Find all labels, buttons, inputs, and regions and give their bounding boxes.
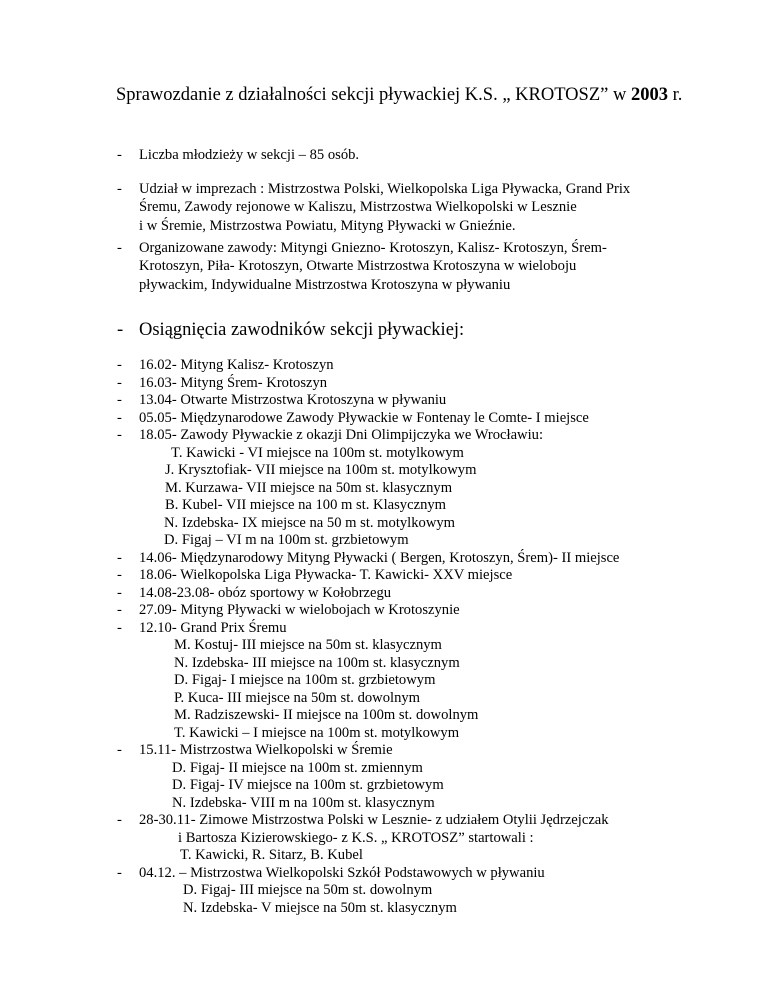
- achievement-item: [117, 375, 717, 393]
- achievement-item: [117, 550, 717, 568]
- achievement-item: [117, 357, 717, 375]
- achievement-item: [117, 392, 717, 410]
- achievement-item: [117, 410, 717, 428]
- achievement-item: [117, 865, 717, 883]
- achievement-result: N. Izdebska- VIII m na 100m st. klasycznym: [172, 794, 435, 811]
- achievement-text: 14.06- Międzynarodowy Mityng Pływacki ( Bergen, Krotoszyn, Śrem)- II miejsce: [139, 549, 620, 566]
- achievement-result: T. Kawicki, R. Sitarz, B. Kubel: [180, 847, 363, 863]
- bullet-dash: -: [117, 427, 122, 443]
- achievement-result: N. Izdebska- V miejsce na 50m st. klasycznym: [183, 899, 457, 916]
- achievements-heading: [117, 320, 465, 341]
- achievement-text: 16.03- Mityng Śrem- Krotoszyn: [139, 374, 328, 391]
- achievement-text: 13.04- Otwarte Mistrzostwa Krotoszyna w pływaniu: [139, 392, 447, 408]
- bullet-dash: -: [117, 240, 122, 256]
- report-title: [116, 85, 682, 106]
- events-line: Udział w imprezach : Mistrzostwa Polski, Wielkopolska Liga Pływacka, Grand Prix: [139, 181, 631, 197]
- bullet-dash: -: [117, 357, 122, 373]
- bullet-dash: -: [117, 549, 122, 566]
- achievement-item: [117, 742, 717, 760]
- achievement-text: 04.12. – Mistrzostwa Wielkopolski Szkół Podstawowych w pływaniu: [139, 864, 545, 881]
- achievement-text: 14.08-23.08- obóz sportowy w Kołobrzegu: [139, 584, 392, 601]
- title-year: 2003: [630, 85, 668, 105]
- achievement-item: [117, 602, 717, 620]
- achievement-result: T. Kawicki – I miejsce na 100m st. motylkowym: [174, 724, 460, 741]
- events-line: i w Śremie, Mistrzostwa Powiatu, Mityng Pływacki w Gnieźnie.: [139, 217, 516, 234]
- achievements-heading-text: Osiągnięcia zawodników sekcji pływackiej:: [139, 320, 465, 340]
- achievement-text: 12.10- Grand Prix Śremu: [139, 619, 287, 636]
- achievement-result: B. Kubel- VII miejsce na 100 m st. Klasycznym: [165, 497, 447, 513]
- achievement-result: N. Izdebska- III miejsce na 100m st. klasycznym: [174, 654, 460, 671]
- title-suffix: r.: [667, 85, 683, 105]
- achievement-item: [117, 620, 717, 638]
- achievement-text: 27.09- Mityng Pływacki w wielobojach w Krotoszynie: [139, 602, 460, 618]
- bullet-dash: -: [117, 409, 122, 426]
- achievement-result: M. Radziszewski- II miejsce na 100m st. dowolnym: [174, 707, 479, 723]
- organized-line: pływackim, Indywidualne Mistrzostwa Krotoszyna w pływaniu: [139, 276, 511, 293]
- bullet-dash: -: [117, 147, 122, 163]
- achievement-item: [117, 812, 717, 830]
- achievement-result: i Bartosza Kizierowskiego- z K.S. „ KROTOSZ” startowali :: [178, 829, 534, 846]
- title-prefix: Sprawozdanie z działalności sekcji pływackiej K.S. „ KROTOSZ” w: [116, 85, 631, 105]
- bullet-dash: -: [117, 374, 122, 391]
- events-line: Śremu, Zawody rejonowe w Kaliszu, Mistrzostwa Wielkopolski w Lesznie: [139, 199, 577, 216]
- bullet-dash: -: [117, 619, 122, 636]
- bullet-dash: -: [117, 864, 122, 881]
- achievement-result: D. Figaj – VI m na 100m st. grzbietowym: [164, 532, 409, 548]
- achievement-result: D. Figaj- III miejsce na 50m st. dowolnym: [183, 882, 433, 898]
- events-text: [139, 180, 699, 235]
- achievement-result: M. Kostuj- III miejsce na 50m st. klasycznym: [174, 637, 442, 653]
- achievement-text: 15.11- Mistrzostwa Wielkopolski w Śremie: [139, 742, 393, 758]
- bullet-dash: -: [117, 742, 122, 758]
- achievement-item: [117, 567, 717, 585]
- achievement-text: 18.05- Zawody Pływackie z okazji Dni Olimpijczyka we Wrocławiu:: [139, 427, 544, 443]
- achievements-list: [117, 357, 717, 917]
- organized-line: Organizowane zawody: Mityngi Gniezno- Krotoszyn, Kalisz- Krotoszyn, Śrem-: [139, 240, 607, 256]
- achievement-text: 18.06- Wielkopolska Liga Pływacka- T. Kawicki- XXV miejsce: [139, 567, 513, 583]
- achievement-item: [117, 427, 717, 445]
- organized-text: [139, 239, 699, 294]
- achievement-text: 05.05- Międzynarodowe Zawody Pływackie w Fontenay le Comte- I miejsce: [139, 409, 589, 426]
- bullet-dash: -: [117, 567, 122, 583]
- bullet-dash: -: [117, 320, 124, 340]
- bullet-dash: -: [117, 584, 122, 601]
- achievement-result: D. Figaj- II miejsce na 100m st. zmiennym: [172, 759, 423, 776]
- achievement-result: P. Kuca- III miejsce na 50m st. dowolnym: [174, 689, 421, 706]
- achievement-result: D. Figaj- IV miejsce na 100m st. grzbietowym: [172, 777, 444, 793]
- achievement-result: D. Figaj- I miejsce na 100m st. grzbietowym: [174, 672, 436, 688]
- achievement-result: T. Kawicki - VI miejsce na 100m st. motylkowym: [171, 444, 464, 461]
- members-count-text: Liczba młodzieży w sekcji – 85 osób.: [139, 147, 360, 163]
- bullet-dash: -: [117, 602, 122, 618]
- organized-line: Krotoszyn, Piła- Krotoszyn, Otwarte Mistrzostwa Krotoszyna w wieloboju: [139, 258, 577, 275]
- achievement-text: 28-30.11- Zimowe Mistrzostwa Polski w Lesznie- z udziałem Otylii Jędrzejczak: [139, 812, 609, 828]
- achievement-result: N. Izdebska- IX miejsce na 50 m st. motylkowym: [164, 514, 456, 531]
- bullet-dash: -: [117, 181, 122, 197]
- achievement-result: M. Kurzawa- VII miejsce na 50m st. klasycznym: [165, 479, 453, 496]
- achievement-result: J. Krysztofiak- VII miejsce na 100m st. motylkowym: [165, 462, 477, 478]
- achievement-item: [117, 585, 717, 603]
- bullet-dash: -: [117, 392, 122, 408]
- bullet-dash: -: [117, 812, 122, 828]
- achievement-text: 16.02- Mityng Kalisz- Krotoszyn: [139, 357, 334, 373]
